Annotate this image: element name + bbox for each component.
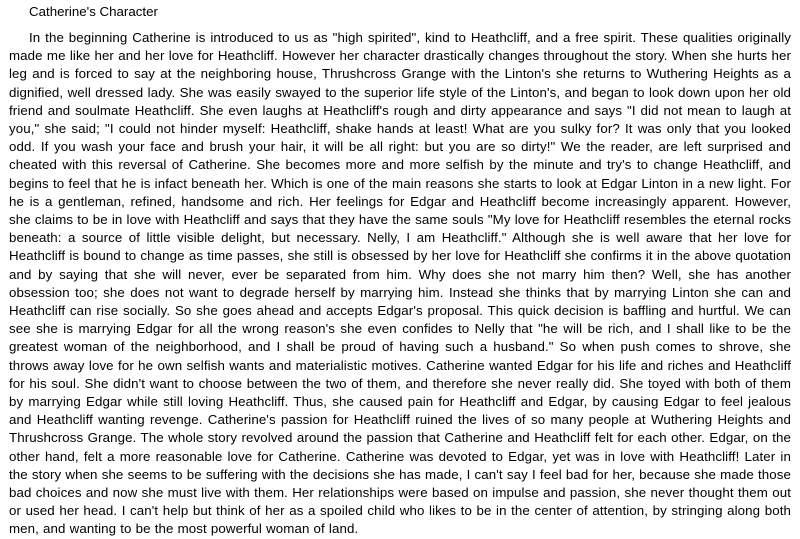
essay-title: Catherine's Character	[29, 4, 158, 19]
essay-body: In the beginning Catherine is introduced to us as "high spirited", kind to Heathcliff, and a free spirit. These qualities originally made me like her and her love for Heathcliff. However her character drastically changes throughout the story. When she hurts her leg and is forced to say at the neighboring house, Thrushcross Grange with the Linton's she returns to Wuthering Heights as a dignified, well dressed lady. She was easily swayed to the superior life style of the Linton's, and began to look down upon her old friend and soulmate Heathcliff. She even laughs at Heathcliff's rough and dirty appearance and says "I did not mean to laugh at you," she said; "I could not hinder myself: Heathcliff, shake hands at least! What are you sulky for? It was only that you looked odd. If you wash your face and brush your hair, it will be all right: but you are so dirty!" We the reader, are left surprised and cheated with this reversal of Catherine. She becomes more and more selfish by the minute and try's to change Heathcliff, and begins to feel that he is infact beneath her. Which is one of the main reasons she starts to look at Edgar Linton in a new light. For he is a gentleman, refined, handsome and rich. Her feelings for Edgar and Heathcliff become increasingly apparent. However, she claims to be in love with Heathcliff and says that they have the same souls "My love for Heathcliff resembles the eternal rocks beneath: a source of little visible delight, but necessary. Nelly, I am Heathcliff." Although she is well aware that her love for Heathcliff is bound to change as time passes, she still is obsessed by her love for Heathcliff she confirms it in the above quotation and by saying that she will never, ever be separated from him. Why does she not marry him then? Well, she has another obsession too; she does not want to degrade herself by marrying him. Instead she thinks that by marrying Linton she can and Heathcliff can rise socially. So she goes ahead and accepts Edgar's proposal. This quick decision is baffling and hurtful. We can see she is marrying Edgar for all the wrong reason's she even confides to Nelly that "he will be rich, and I shall like to be the greatest woman of the neighborhood, and I shall be proud of having such a husband." So when push comes to shrove, she throws away love for he own selfish wants and materialistic motives. Catherine wanted Edgar for his life and riches and Heathcliff for his soul. She didn't want to choose between the two of them, and therefore she never really did. She toyed with both of them by marrying Edgar while still loving Heathcliff. Thus, she caused pain for Heathcliff and Edgar, by causing Edgar to feel jealous and Heathcliff wanting revenge. Catherine's passion for Heathcliff ruined the lives of so many people at Wuthering Heights and Thrushcross Grange. The whole story revolved around the passion that Catherine and Heathcliff felt for each other. Edgar, on the other hand, felt a more reasonable love for Catherine. Catherine was devoted to Edgar, yet was in love with Heathcliff! Later in the story when she seems to be suffering with the decisions she has made, I can't say I feel bad for her, because she made those bad choices and now she must live with them. Her relationships were based on impulse and passion, she never thought them out or used her head. I can't help but think of her as a spoiled child who likes to be in the center of attention, by stringing along both men, and wanting to be the most powerful woman of land.	[9, 30, 791, 537]
